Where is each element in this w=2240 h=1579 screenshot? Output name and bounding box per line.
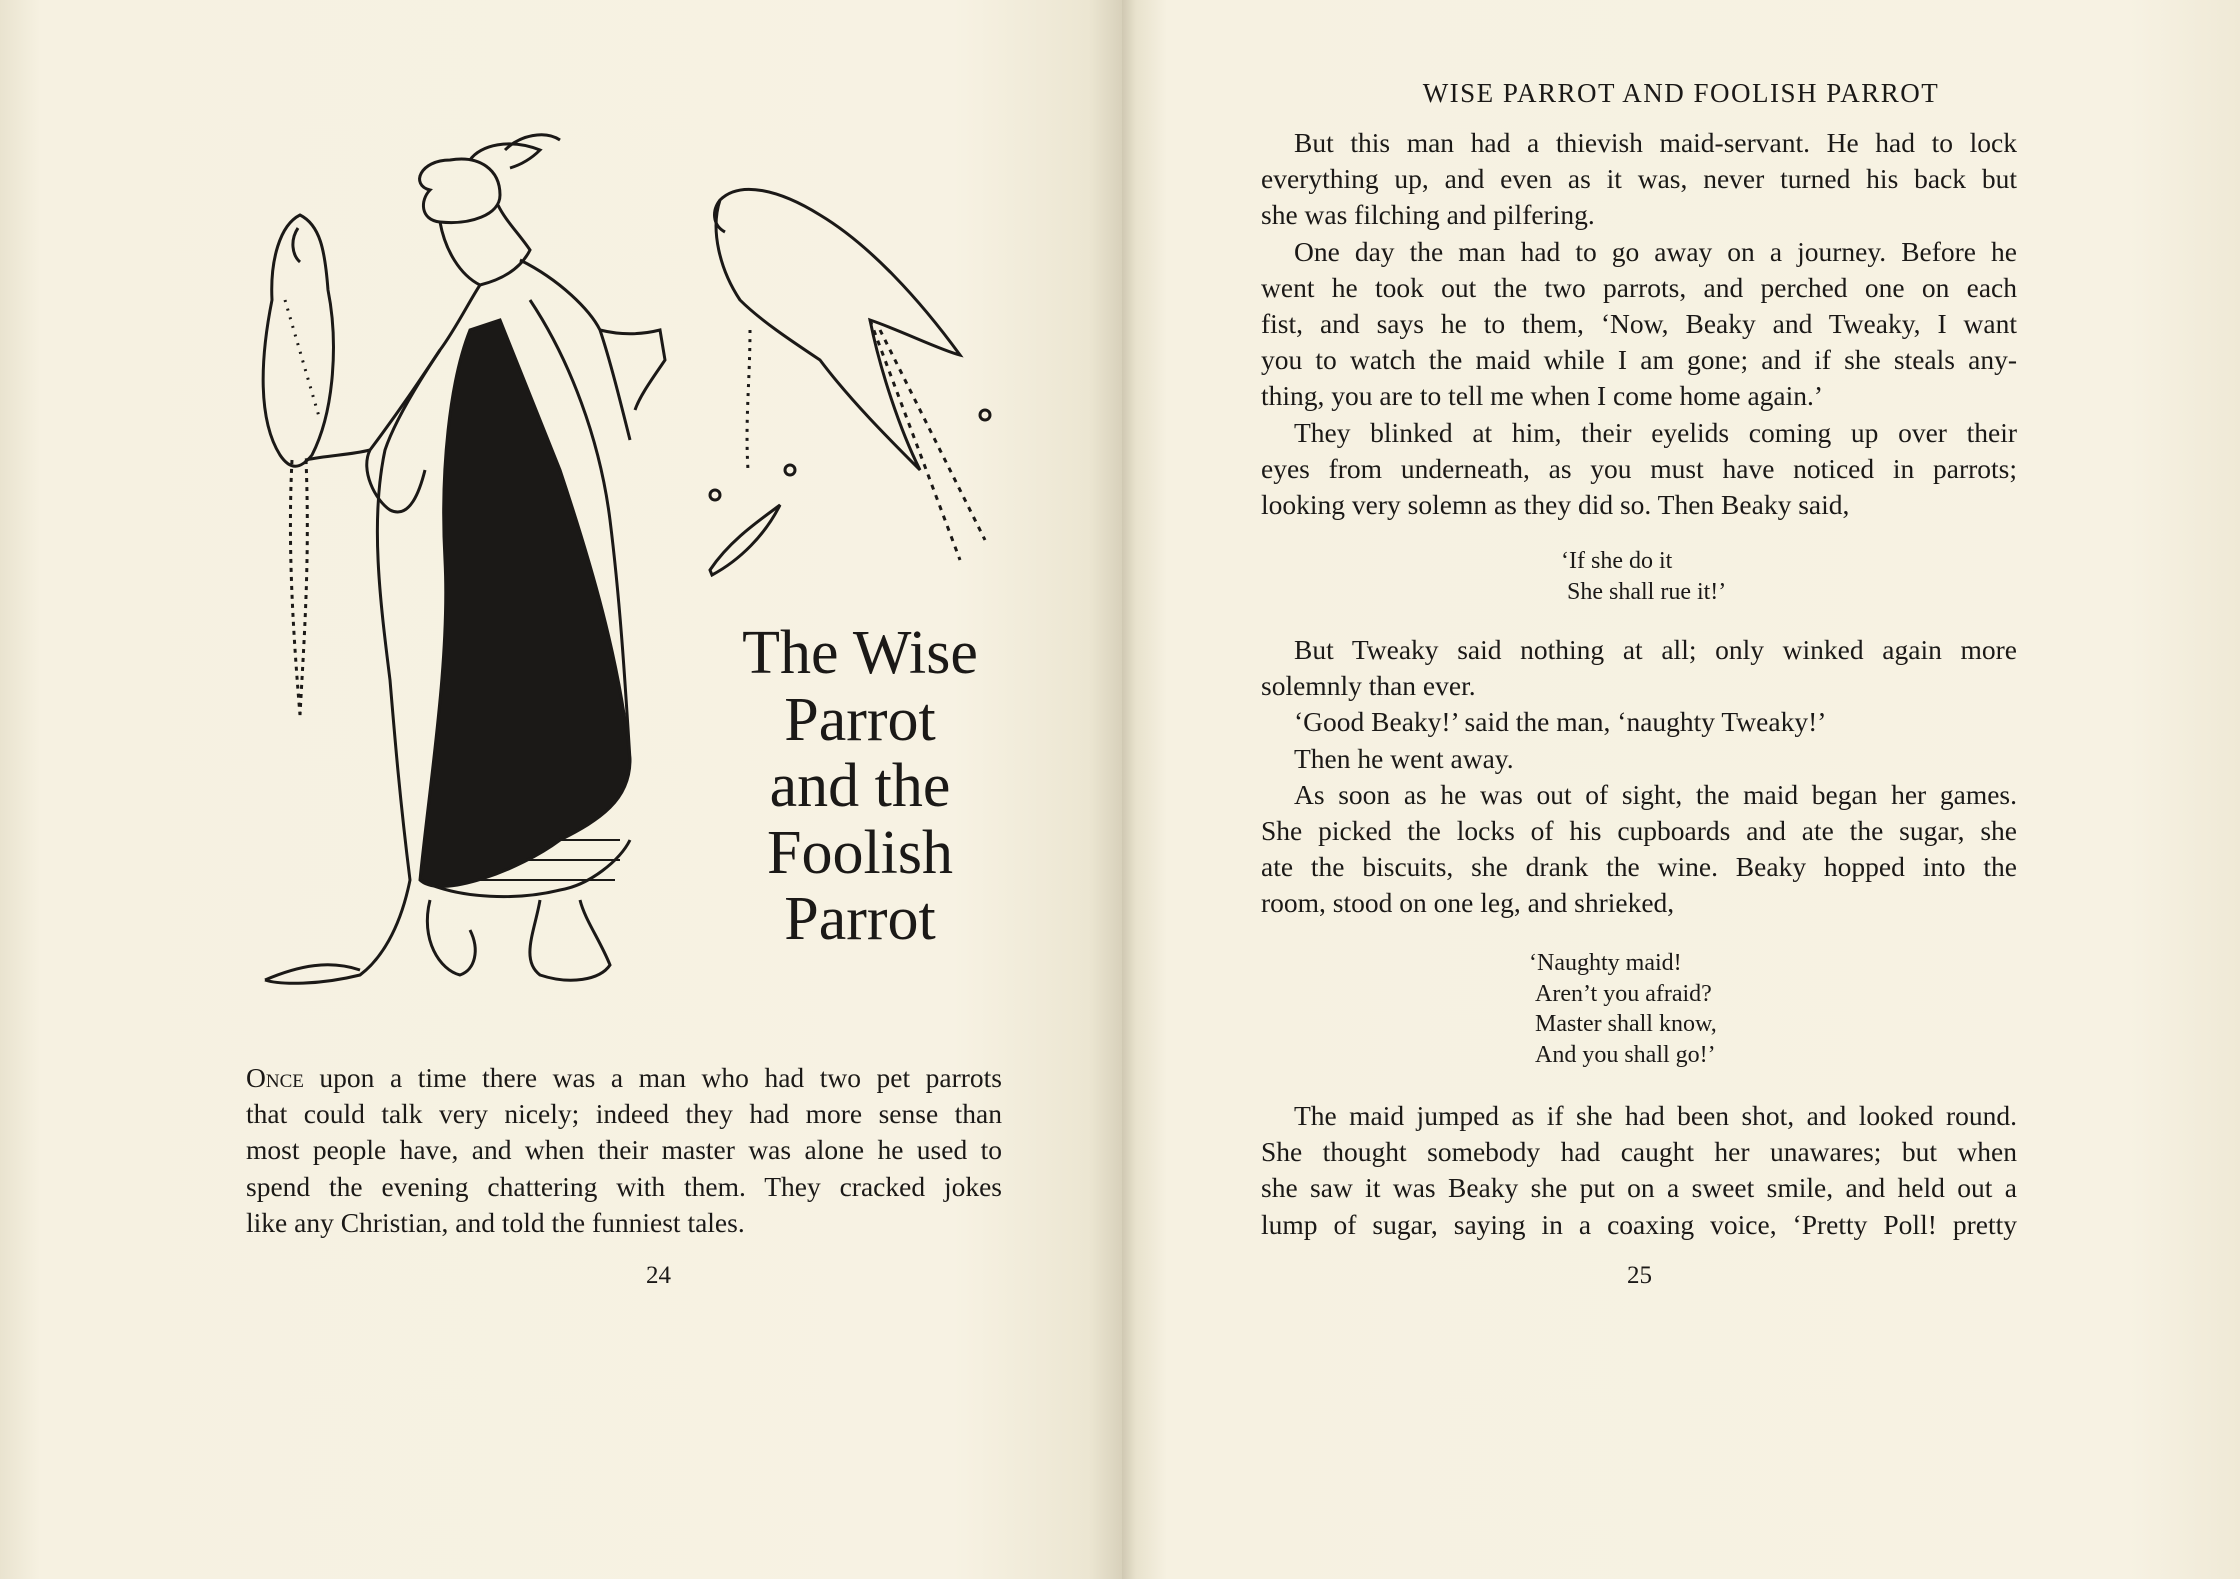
text-block-2	[1261, 632, 2017, 922]
page-number-left: 24	[646, 1262, 671, 1289]
text-line-rest: upon a time there was a man who had two pet parrots	[303, 1062, 1002, 1093]
text-line: she was filching and pilfering.	[1261, 199, 1595, 231]
text-line: room, stood on one leg, and shrieked,	[1261, 887, 1675, 919]
opening-word: Once	[246, 1062, 304, 1093]
text-line	[246, 1060, 1002, 1096]
parrot-left-drawing	[263, 215, 333, 715]
text-line: fist, and says he to them, ‘Now, Beaky and Tweaky, I want	[1261, 307, 2017, 339]
text-line: She thought somebody had caught her unawares; but when	[1261, 1136, 2017, 1168]
text-line: solemnly than ever.	[1261, 670, 1476, 702]
text-line: spend the evening chattering with them. They cracked jokes	[246, 1170, 1002, 1202]
text-line: lump of sugar, saying in a coaxing voice, ‘Pretty Poll! pretty	[1261, 1208, 2017, 1240]
text-line: like any Christian, and told the funniest tales.	[246, 1206, 745, 1238]
text-line: As soon as he was out of sight, the maid began her games.	[1294, 778, 2017, 810]
text-block-1	[1261, 125, 2017, 523]
text-line: Aren’t you afraid?	[1535, 980, 1712, 1007]
text-block-3	[1261, 1098, 2017, 1243]
text-line: The maid jumped as if she had been shot, and looked round.	[1294, 1100, 2017, 1131]
text-line: She picked the locks of his cupboards and ate the sugar, she	[1261, 814, 2017, 846]
text-line: ‘If she do it	[1561, 548, 1673, 574]
title-line: The Wise	[742, 619, 978, 687]
text-line: everything up, and even as it was, never turned his back but	[1261, 163, 2017, 195]
verse-2	[1529, 948, 1717, 1070]
text-line: she saw it was Beaky she put on a sweet smile, and held out a	[1261, 1172, 2017, 1204]
opening-paragraph	[246, 1060, 1002, 1241]
verse-1	[1561, 546, 1726, 607]
text-line: you to watch the maid while I am gone; and if she steals any-	[1261, 344, 2017, 376]
text-line: thing, you are to tell me when I come home again.’	[1261, 380, 1824, 412]
text-line: And you shall go!’	[1535, 1041, 1716, 1068]
parrot-right-drawing	[710, 189, 990, 575]
running-head: WISE PARROT AND FOOLISH PARROT	[1422, 78, 1940, 108]
title-line: Foolish	[766, 818, 954, 887]
title-line: Parrot	[784, 685, 936, 754]
text-line: Master shall know,	[1535, 1011, 1717, 1037]
text-line: most people have, and when their master was alone he used to	[246, 1134, 1002, 1166]
text-line: went he took out the two parrots, and perched one on each	[1261, 271, 2017, 303]
page-number-right: 25	[1627, 1262, 1652, 1289]
story-title	[700, 620, 1020, 953]
text-line: But Tweaky said nothing at all; only winked again more	[1294, 634, 2017, 665]
text-line: ‘Naughty maid!	[1529, 950, 1682, 976]
text-line: eyes from underneath, as you must have noticed in parrots;	[1261, 452, 2017, 484]
text-line: that could talk very nicely; indeed they had more sense than	[246, 1098, 1002, 1130]
text-line: One day the man had to go away on a journey. Before he	[1294, 235, 2017, 267]
text-line: ate the biscuits, she drank the wine. Beaky hopped into the	[1261, 851, 2017, 883]
text-line: She shall rue it!’	[1567, 578, 1727, 605]
text-line: They blinked at him, their eyelids coming up over their	[1294, 416, 2017, 448]
text-line: Then he went away.	[1294, 742, 1514, 774]
text-line: looking very solemn as they did so. Then Beaky said,	[1261, 488, 1850, 520]
text-line: But this man had a thievish maid-servant. He had to lock	[1294, 127, 2017, 158]
title-line: Parrot	[784, 885, 936, 953]
text-line: ‘Good Beaky!’ said the man, ‘naughty Tweaky!’	[1294, 706, 1827, 738]
title-line: and the	[769, 752, 951, 820]
